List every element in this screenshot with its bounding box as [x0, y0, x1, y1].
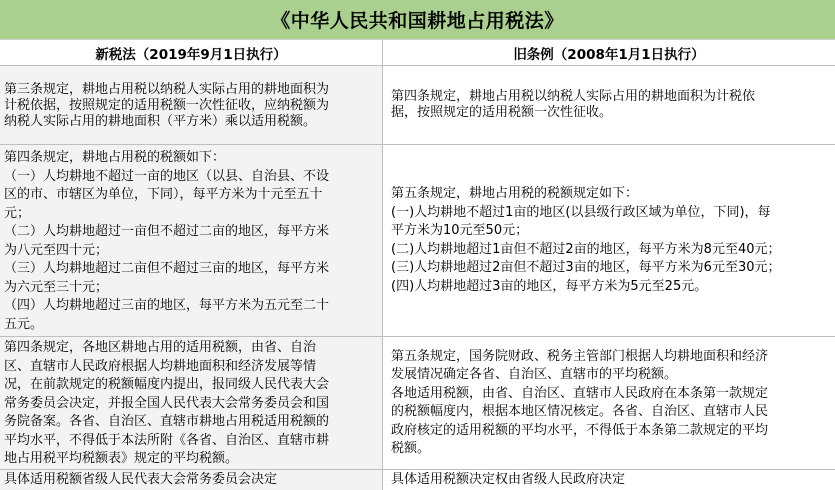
cell-text-line: 第五条规定，国务院财政、税务主管部门根据人均耕地面积和经济 [391, 348, 769, 364]
cell-text-line: (二)人均耕地超过1亩但不超过2亩的地区，每平方米为8元至40元； [391, 241, 781, 257]
cell-text-line: 第三条规定，耕地占用税以纳税人实际占用的耕地面积为 [4, 82, 330, 97]
cell-text-line: 为八元至四十元； [4, 242, 109, 258]
column-header-new-law: 新税法（2019年9月1日执行） [0, 40, 383, 66]
cell-text-line: (四)人均耕地超过3亩的地区，每平方米为5元至25元。 [391, 278, 708, 294]
row-2-new-law-cell [0, 145, 383, 337]
row-2-old-regulation-cell [383, 145, 835, 337]
cell-text-line: 五元。 [4, 316, 44, 332]
cell-text-line: (三)人均耕地超过2亩但不超过3亩的地区，每平方米为6元至30元； [391, 260, 781, 275]
row-4-new-law-cell [0, 470, 383, 490]
row-1-old-regulation-cell [383, 66, 835, 145]
cell-text-line: （四）人均耕地超过三亩的地区，每平方米为五元至二十 [4, 298, 330, 313]
cell-text-line: 区、直辖市人民政府根据人均耕地面积和经济发展等情 [4, 358, 317, 374]
cell-text-line: 据，按照规定的适用税额一次性征收。 [391, 105, 613, 120]
cell-text-line: (一)人均耕地不超过1亩的地区(以县级行政区域为单位，下同)，每 [391, 204, 771, 220]
row-4-old-regulation-cell [383, 470, 835, 490]
cell-text-line: 政府核定的适用税额的平均水平，不得低于本条第二款规定的平均 [391, 422, 769, 438]
cell-text-line: 平均水平，不得低于本法所附《各省、自治区、直辖市耕 [4, 432, 330, 448]
cell-text-line: 第四条规定，各地区耕地占用的适用税额，由省、自治 [4, 340, 317, 355]
cell-text-line: 发展情况确定各省、自治区、直辖市的平均税额。 [391, 367, 678, 382]
cell-text-line: 税额。 [391, 441, 431, 456]
cell-text-line: 常务委员会决定，并报全国人民代表大会常务委员会和国 [4, 395, 330, 411]
cell-text-line: 区的市、市辖区为单位，下同），每平方米为十元至五十 [4, 187, 323, 202]
cell-text-line: 元； [4, 205, 31, 221]
cell-text-line: （三）人均耕地超过二亩但不超过三亩的地区，每平方米 [4, 261, 330, 276]
cell-text-line: 地占用税平均税额表》规定的平均税额。 [4, 451, 239, 466]
cell-text-line: 计税依据，按照规定的适用税额一次性征收，应纳税额为 [4, 98, 330, 113]
column-header-old-regulation: 旧条例（2008年1月1日执行） [383, 40, 835, 66]
cell-text-line: （二）人均耕地超过一亩但不超过二亩的地区，每平方米 [4, 224, 330, 239]
cell-text-line: 第五条规定，耕地占用税的税额规定如下： [391, 186, 639, 201]
cell-text-line: 第四条规定，耕地占用税以纳税人实际占用的耕地面积为计税依 [391, 89, 756, 104]
row-3-old-regulation-cell [383, 337, 835, 470]
cell-text-line: 为六元至三十元； [4, 279, 109, 295]
row-1-new-law-cell [0, 66, 383, 145]
cell-text-line: （一）人均耕地不超过一亩的地区（以县、自治县、不设 [4, 168, 330, 184]
row-3-new-law-cell [0, 337, 383, 470]
cell-text-line: 况，在前款规定的税额幅度内提出，报同级人民代表大会 [4, 377, 330, 392]
cell-text-line: 纳税人实际占用的耕地面积（平方米）乘以适用税额。 [4, 114, 317, 129]
cell-text-line: 务院备案。各省、自治区、直辖市耕地占用税适用税额的 [4, 414, 330, 429]
cell-text-line: 的税额幅度内，根据本地区情况核定。各省、自治区、直辖市人民 [391, 404, 769, 419]
cell-text-line: 平方米为10元至50元； [391, 223, 529, 238]
table-title: 《中华人民共和国耕地占用税法》 [0, 0, 835, 40]
cell-text-line: 各地适用税额，由省、自治区、直辖市人民政府在本条第一款规定 [391, 385, 769, 401]
cell-text-line: 第四条规定，耕地占用税的税额如下： [4, 150, 226, 165]
cell-text-line: 具体适用税额省级人民代表大会常务委员会决定 [4, 472, 278, 487]
cell-text-line: 具体适用税额决定权由省级人民政府决定 [391, 472, 626, 487]
